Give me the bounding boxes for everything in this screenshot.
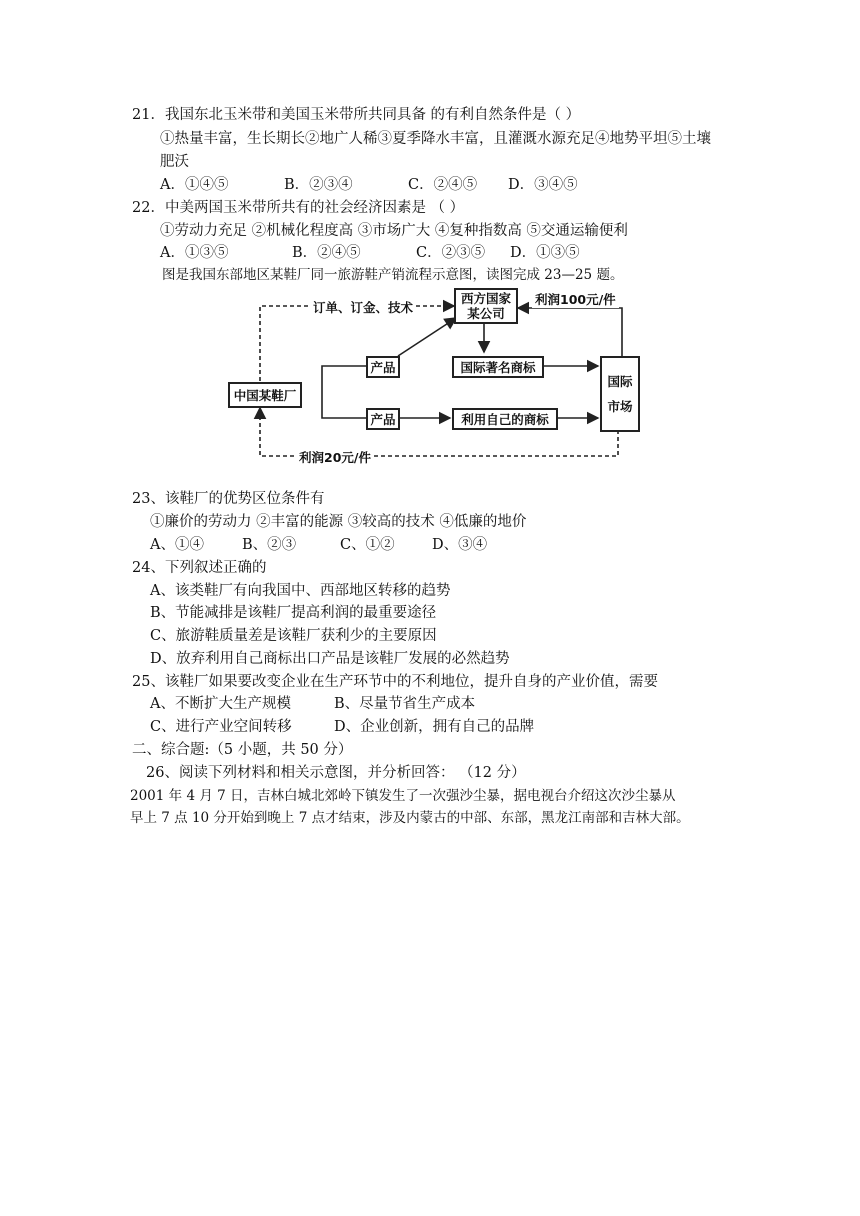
product-top-box: 产品 <box>366 356 400 378</box>
q21-stem: 21．我国东北玉米带和美国玉米带所共同具备 的有利自然条件是（ ） <box>132 107 581 123</box>
q23-stem: 23、该鞋厂的优势区位条件有 <box>132 491 325 507</box>
factory-to-product-top-line <box>322 366 366 394</box>
product-to-western-arrow <box>398 318 456 356</box>
international-market-box <box>600 356 640 432</box>
q23-option-b: B、②③ <box>242 537 297 553</box>
profit-top-label: 利润100元/件 <box>532 290 619 308</box>
q23-line1: ①廉价的劳动力 ②丰富的能源 ③较高的技术 ④低廉的地价 <box>150 514 527 530</box>
q26-stem: 26、阅读下列材料和相关示意图，并分析回答： （12 分） <box>146 765 526 781</box>
q22-line1: ①劳动力充足 ②机械化程度高 ③市场广大 ④复种指数高 ⑤交通运输便利 <box>160 223 628 239</box>
q22-option-d: D．①③⑤ <box>510 245 580 261</box>
factory-box: 中国某鞋厂 <box>228 382 302 408</box>
q23-option-c: C、①② <box>340 537 395 553</box>
western-company-box <box>454 288 518 324</box>
q25-option-b: B、尽量节省生产成本 <box>334 696 476 712</box>
q25-option-d: D、企业创新，拥有自己的品牌 <box>334 719 535 735</box>
q22-option-a: A．①③⑤ <box>160 245 229 261</box>
q22-options <box>160 244 580 262</box>
section2-heading: 二、综合题:（5 小题，共 50 分） <box>132 742 353 758</box>
market-line2: 市场 <box>607 399 633 414</box>
q24-option-b: B、节能减排是该鞋厂提高利润的最重要途径 <box>150 605 437 621</box>
own-brand-box: 利用自己的商标 <box>452 408 558 430</box>
q26-para2: 早上 7 点 10 分开始到晚上 7 点才结束，涉及内蒙古的中部、东部，黑龙江南部和吉林大部。 <box>130 810 690 826</box>
flow-arrows <box>226 286 646 466</box>
profit-top-arrow <box>518 308 622 356</box>
q21-line1: ①热量丰富，生长期长②地广人稀③夏季降水丰富，且灌溉水源充足④地势平坦⑤土壤 <box>160 131 711 147</box>
q21-option-b: B．②③④ <box>284 177 353 193</box>
q22-option-b: B．②④⑤ <box>292 245 361 261</box>
q21-option-d: D．③④⑤ <box>508 177 578 193</box>
q25-stem: 25、该鞋厂如果要改变企业在生产环节中的不利地位，提升自身的产业价值，需要 <box>132 674 658 690</box>
product-bottom-box: 产品 <box>366 408 400 430</box>
q23-options <box>150 536 487 554</box>
factory-to-product-bottom-line <box>322 394 366 418</box>
q25-options-row1 <box>150 695 475 713</box>
q25-option-a: A、不断扩大生产规模 <box>150 696 291 712</box>
orders-dashed-arrow <box>260 306 454 381</box>
q24-option-d: D、放弃利用自己商标出口产品是该鞋厂发展的必然趋势 <box>150 651 510 667</box>
q21-option-c: C．②④⑤ <box>408 177 478 193</box>
western-company-line2: 某公司 <box>467 306 505 321</box>
q21-option-a: A．①④⑤ <box>160 177 229 193</box>
q25-options-row2 <box>150 718 534 736</box>
q26-para1: 2001 年 4 月 7 日，吉林白城北郊岭下镇发生了一次强沙尘暴，据电视台介绍这次沙尘暴从 <box>130 788 676 804</box>
western-company-line1: 西方国家 <box>460 291 511 306</box>
market-line1: 国际 <box>607 374 633 389</box>
diagram-intro: 图是我国东部地区某鞋厂同一旅游鞋产销流程示意图，读图完成 23—25 题。 <box>162 267 624 283</box>
q24-stem: 24、下列叙述正确的 <box>132 560 267 576</box>
q24-option-c: C、旅游鞋质量差是该鞋厂获利少的主要原因 <box>150 628 437 644</box>
q21-options <box>160 176 578 194</box>
q22-option-c: C．②③⑤ <box>416 245 486 261</box>
shoe-factory-flow-diagram <box>226 286 646 466</box>
profit-bottom-label: 利润20元/件 <box>296 448 374 466</box>
q21-line2: 肥沃 <box>160 154 189 170</box>
q24-option-a: A、该类鞋厂有向我国中、西部地区转移的趋势 <box>150 583 451 599</box>
q25-option-c: C、进行产业空间转移 <box>150 719 292 735</box>
q22-stem: 22．中美两国玉米带所共有的社会经济因素是 （ ） <box>132 200 465 216</box>
famous-brand-box: 国际著名商标 <box>452 356 544 378</box>
orders-label: 订单、订金、技术 <box>310 298 416 316</box>
q23-option-a: A、①④ <box>150 537 204 553</box>
q23-option-d: D、③④ <box>432 537 488 553</box>
